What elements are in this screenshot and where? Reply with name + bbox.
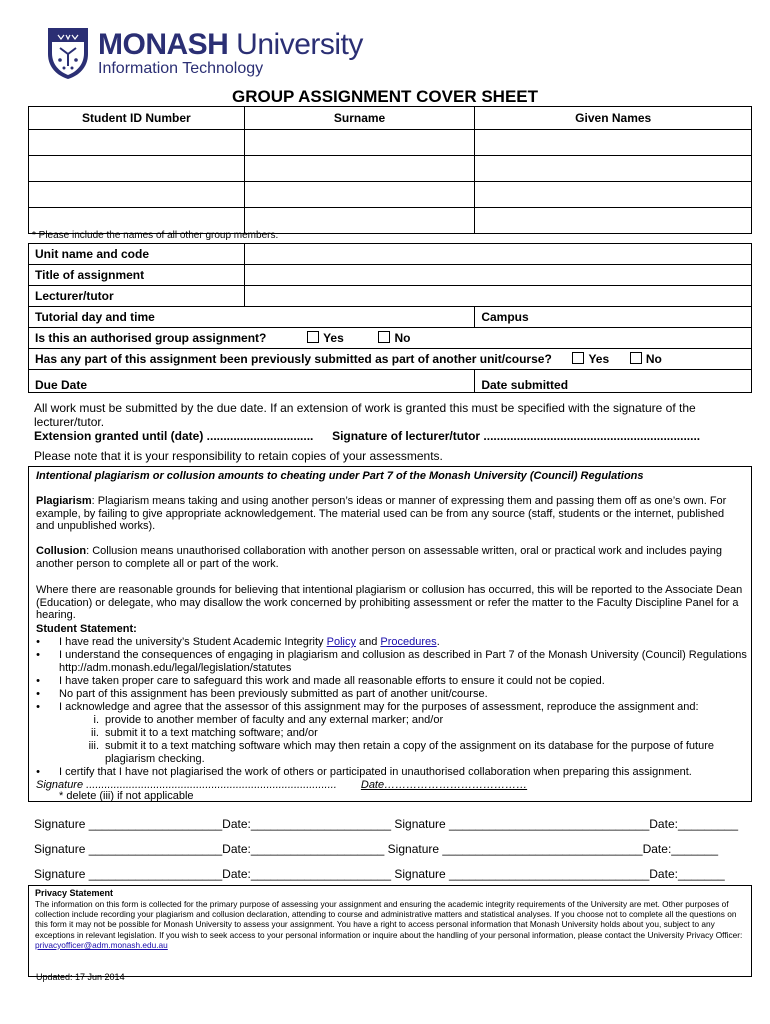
list-item: • No part of this assignment has been previously submitted as part of another unit/course. [36,688,488,700]
monash-logo [44,24,363,84]
reporting-paragraph: Where there are reasonable grounds for believing that intentional plagiarism or collusion has occurred, this will be reported to the Associate Dean (Education) or delegate, who may disallow the work concerned by prohibiting assessment or refer the matter to the Faculty Discipline Panel for a hearing. [36,584,743,622]
tutorial-field[interactable] [29,307,475,328]
column-header-student-id: Student ID Number [29,107,245,130]
statement-date-field[interactable]: Date………………………………… [360,779,528,791]
previous-submission-row [29,349,752,370]
unit-label: Unit name and code [29,244,245,265]
table-row [29,182,752,208]
table-row [29,130,752,156]
retain-copies-note: Please note that it is your responsibility to retain copies of your assessments. [34,449,443,463]
list-item: • I have taken proper care to safeguard this work and made all reasonable efforts to ensure it could not be copied. [36,675,605,687]
signature-row-2[interactable]: Signature ____________________Date:____________________ Signature ______________________________Date:_______ [34,842,718,856]
surname-cell[interactable] [244,182,475,208]
student-id-cell[interactable] [29,156,245,182]
assignment-title-label: Title of assignment [29,265,245,286]
date-submitted-field[interactable] [475,370,752,393]
group-members-note: * Please include the names of all other group members. [32,230,279,241]
procedures-link[interactable]: Procedures [380,636,437,648]
collusion-definition: Collusion: Collusion means unauthorised collaboration with another person on assessable written, oral or practical work and includes paying another person to complete all or part of the work. [36,545,723,570]
policy-link[interactable]: Policy [326,636,356,648]
list-item: • I understand the consequences of engaging in plagiarism and collusion as described in Part 7 of the Monash University (Council) Regulations http://adm.monash.edu/legal/legislation/statutes [36,649,747,674]
list-item: ii. submit it to a text matching software; and/or [91,727,318,739]
surname-cell[interactable] [244,156,475,182]
plagiarism-statement-box [28,466,752,802]
page-title: GROUP ASSIGNMENT COVER SHEET [231,87,539,106]
updated-date: Updated: 17 Jun 2014 [36,972,125,982]
group-no-checkbox[interactable] [378,331,390,343]
brand-subtitle: Information Technology [98,60,264,77]
surname-cell[interactable] [244,208,475,234]
lecturer-label: Lecturer/tutor [29,286,245,307]
student-id-cell[interactable] [29,182,245,208]
signature-row-3[interactable]: Signature ____________________Date:_____________________ Signature ______________________________Date:_______ [34,867,725,881]
signature-row-1[interactable]: Signature ____________________Date:_____________________ Signature ______________________________Date:_________ [34,817,739,831]
privacy-title: Privacy Statement [35,888,114,898]
submission-instructions: All work must be submitted by the due date. If an extension of work is granted this must be specified with the signature of the lecturer/tutor. [34,401,696,429]
campus-label: Campus [481,310,529,324]
prev-no-label: No [645,352,662,366]
extension-granted-field[interactable]: Extension granted until (date) ................................ [34,429,314,443]
delete-note: * delete (iii) if not applicable [59,790,194,802]
tutorial-label: Tutorial day and time [35,310,155,324]
surname-cell[interactable] [244,130,475,156]
unit-field[interactable] [244,244,751,265]
given-names-cell[interactable] [475,130,752,156]
column-header-given-names: Given Names [475,107,752,130]
plagiarism-definition: Plagiarism: Plagiarism means taking and using another person’s ideas or manner of expressing them and passing them off as one’s own. For example, by failing to give appropriate acknowledgement. The material used can be from any source (staff, students or the internet, published and unpublished works). [36,495,727,533]
list-item: iii. submit it to a text matching software which may then retain a copy of the assignment on its database for the purpose of future plagiarism checking. [88,740,714,765]
date-submitted-label: Date submitted [481,378,569,392]
campus-field[interactable] [475,307,752,328]
list-item: i. provide to another member of faculty and any external marker; and/or [93,714,444,726]
group-yes-label: Yes [323,331,344,345]
previous-submission-question: Has any part of this assignment been previously submitted as part of another unit/course? [35,352,552,366]
table-row [29,156,752,182]
lecturer-signature-field[interactable]: Signature of lecturer/tutor ................................................................. [332,429,701,443]
extension-line [34,429,700,443]
given-names-cell[interactable] [475,156,752,182]
student-id-cell[interactable] [29,130,245,156]
brand-title: MONASH University [98,28,363,61]
list-item: • I have read the university’s Student Academic Integrity Policy and Procedures. [36,636,440,648]
group-assignment-question: Is this an authorised group assignment? [35,331,267,345]
due-date-field[interactable] [29,370,475,393]
statement-signature-field[interactable]: Signature .................................................................................. [36,779,337,791]
privacy-body: The information on this form is collected for the primary purpose of assessing your assignment and ensuring the academic integrity requirements of the University are met. Other purposes of collection include recording your plagiarism and collusion declaration, attending to course and administrative matters and statistical analyses. If you choose not to complete all the questions on this form it may not be possible for Monash University to assess your assignment. You have a right to access personal information that Monash University holds about you, subject to any exceptions in relevant legislation. If you wish to seek access to your personal information or inquire about the handling of your personal information, please contact the University Privacy Officer: privacyofficer@adm.monash.edu.au [35,899,743,950]
prev-yes-checkbox[interactable] [572,352,584,364]
group-yes-checkbox[interactable] [307,331,319,343]
list-item: • I acknowledge and agree that the assessor of this assignment may for the purposes of assessment, reproduce the assignment and: [36,701,699,713]
group-assignment-row [29,328,752,349]
plagiarism-heading: Intentional plagiarism or collusion amounts to cheating under Part 7 of the Monash University (Council) Regulations [36,470,644,482]
students-table [28,106,752,234]
privacy-email-link[interactable]: privacyofficer@adm.monash.edu.au [35,939,168,950]
privacy-statement-box [28,885,752,977]
column-header-surname: Surname [244,107,475,130]
given-names-cell[interactable] [475,208,752,234]
lecturer-field[interactable] [244,286,751,307]
given-names-cell[interactable] [475,182,752,208]
group-no-label: No [394,331,411,345]
assignment-details-table [28,243,752,393]
prev-no-checkbox[interactable] [630,352,642,364]
assignment-title-field[interactable] [244,265,751,286]
due-date-label: Due Date [35,378,88,392]
prev-yes-label: Yes [588,352,610,366]
university-crest-icon [44,24,92,80]
list-item: • I certify that I have not plagiarised the work of others or participated in unauthorised collaboration when preparing this assignment. [36,766,692,778]
student-statement-heading: Student Statement: [36,623,137,635]
